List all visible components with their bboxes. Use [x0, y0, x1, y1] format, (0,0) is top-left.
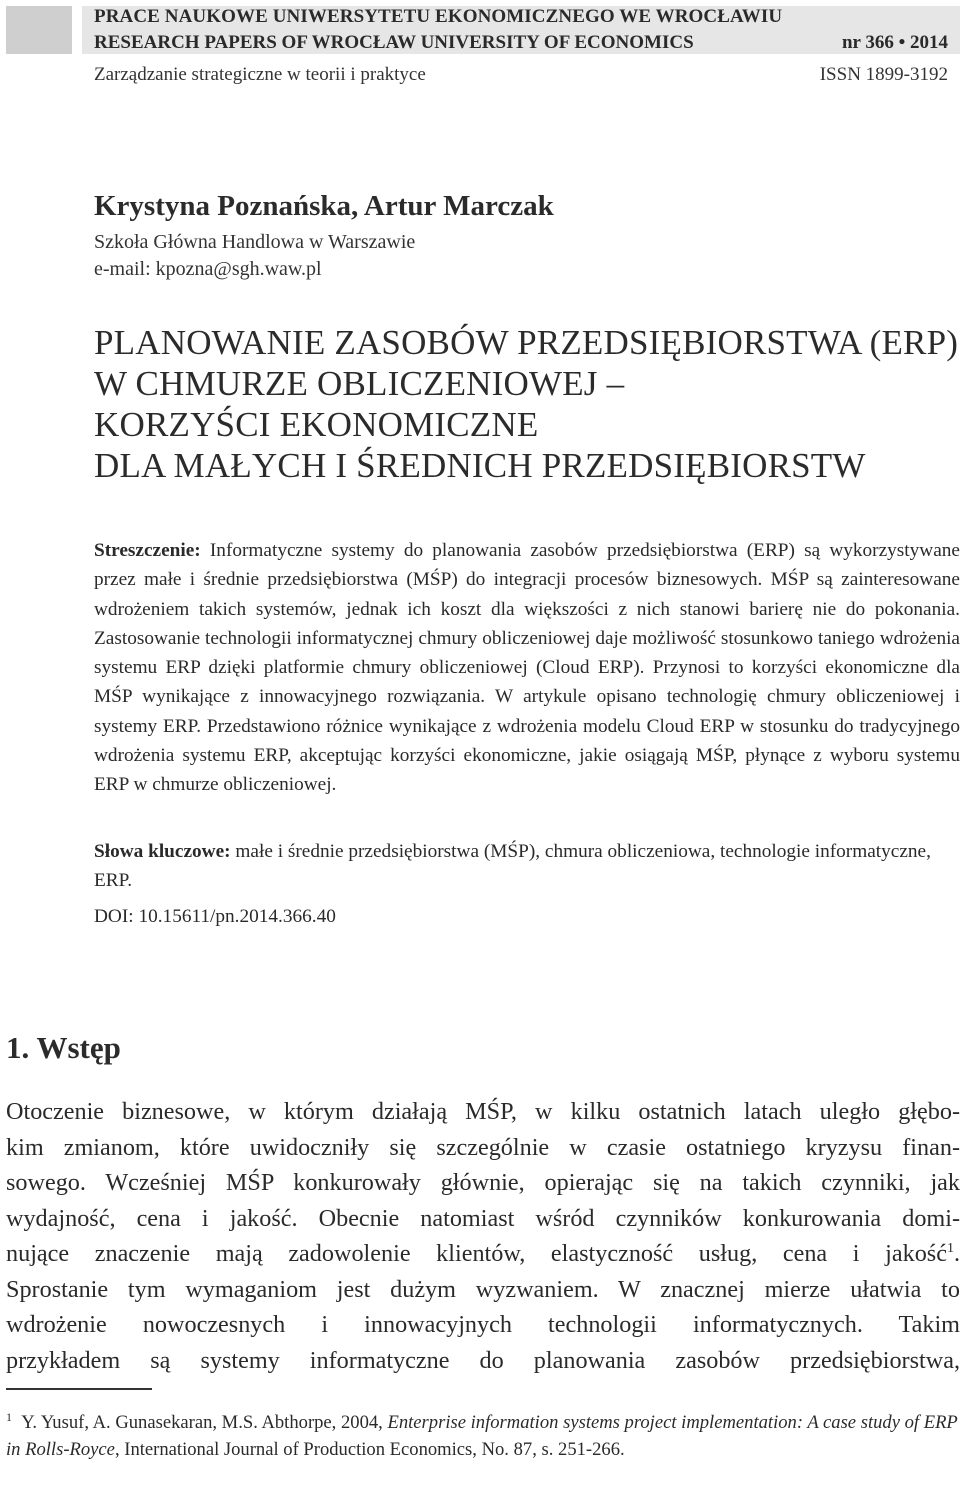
publisher-name-en: RESEARCH PAPERS OF WROCŁAW UNIVERSITY OF ECONOMICS [94, 32, 694, 53]
title-line: PLANOWANIE ZASOBÓW PRZEDSIĘBIORSTWA (ERP) [94, 323, 959, 362]
title-line: DLA MAŁYCH I ŚREDNICH PRZEDSIĘBIORSTW [94, 446, 866, 485]
abstract-label: Streszczenie: [94, 540, 201, 561]
body-line-with-footnote [6, 1236, 960, 1272]
doi[interactable]: DOI: 10.15611/pn.2014.366.40 [94, 906, 336, 927]
footnote [6, 1404, 960, 1463]
author-affiliation: Szkoła Główna Handlowa w Warszawie [94, 231, 416, 253]
keywords [94, 837, 960, 896]
body-line: sowego. Wcześniej MŚP konkurowały głównie, opierając się na takich czynniki, jak [6, 1169, 960, 1196]
author-email[interactable]: e-mail: kpozna@sgh.waw.pl [94, 258, 322, 280]
issue-number: nr 366 • 2014 [841, 32, 948, 53]
body-line: przykładem są systemy informatyczne do planowania zasobów przedsiębiorstwa, [6, 1346, 960, 1374]
article-title [94, 322, 960, 486]
body-line: wydajność, cena i jakość. Obecnie natomiast wśród czynników konkurowania domi- [6, 1204, 960, 1232]
footnote-number: 1 [6, 1410, 12, 1424]
body-line: Otoczenie biznesowe, w którym działają MŚP, w kilku ostatnich latach uległo głębo- [6, 1098, 960, 1125]
body-line-text: nujące znaczenie mają zadowolenie klientów, elastyczność usług, cena i jakość [6, 1240, 947, 1267]
header-logo-block [6, 6, 72, 54]
series-title: Zarządzanie strategiczne w teorii i praktyce [94, 64, 426, 85]
body-line: kim zmianom, które uwidoczniły się szczególnie w czasie ostatniego kryzysu finan- [6, 1133, 960, 1161]
abstract [94, 536, 960, 800]
body-line: wdrożenie nowoczesnych i innowacyjnych technologii informatycznych. Takim [6, 1311, 960, 1338]
keywords-label: Słowa kluczowe: [94, 841, 231, 862]
section-heading: 1. Wstęp [6, 1030, 121, 1065]
body-line-period: . [953, 1240, 960, 1267]
footnote-divider [6, 1388, 152, 1390]
footnote-reference[interactable]: 1 [946, 1240, 954, 1256]
title-line: KORZYŚCI EKONOMICZNE [94, 405, 539, 444]
publisher-name-pl: PRACE NAUKOWE UNIWERSYTETU EKONOMICZNEGO WE WROCŁAWIU [94, 6, 783, 27]
article-authors: Krystyna Poznańska, Artur Marczak [94, 190, 554, 222]
footnote-source: , International Journal of Production Economics, No. 87, s. 251-266. [114, 1439, 625, 1461]
keywords-text: małe i średnie przedsiębiorstwa (MŚP), chmura obliczeniowa, technologie informatyczne, ERP. [94, 841, 931, 892]
footnote-title: Enterprise information systems project implementation: A case study of ERP in Rolls-Royce [6, 1412, 958, 1461]
title-line: W CHMURZE OBLICZENIOWEJ – [94, 364, 625, 403]
footnote-authors: Y. Yusuf, A. Gunasekaran, M.S. Abthorpe, 2004, [21, 1412, 383, 1434]
section-body [6, 1094, 960, 1378]
abstract-text: Informatyczne systemy do planowania zasobów przedsiębiorstwa (ERP) są wykorzystywane przez małe i średnie przedsiębiorstwa (MŚP) do integracji procesów biznesowych. MŚP są zainteresowane wdrożeniem takich systemów, jednak ich koszt dla większości z nich stanowi barierę nie do pokonania. Zastosowanie technologii informatycznej chmury obliczeniowej daje możliwość stosunkowo taniego wdrożenia systemu ERP dzięki platformie chmury obliczeniowej (Cloud ERP). Przynosi to korzyści ekonomiczne dla MŚP wynikające z innowacyjnego rozwiązania. W artykule opisano technologię chmury obliczeniowej i systemy ERP. Przedstawiono różnice wynikające z wdrożenia modelu Cloud ERP w stosunku do tradycyjnego wdrożenia systemu ERP, akceptując korzyści ekonomiczne, jakie osiągają MŚP, płynące z wyboru systemu ERP w chmurze obliczeniowej. [94, 540, 960, 796]
issn: ISSN 1899-3192 [819, 64, 948, 85]
body-line: Sprostanie tym wymaganiom jest dużym wyzwaniem. W znacznej mierze ułatwia to [6, 1275, 960, 1303]
